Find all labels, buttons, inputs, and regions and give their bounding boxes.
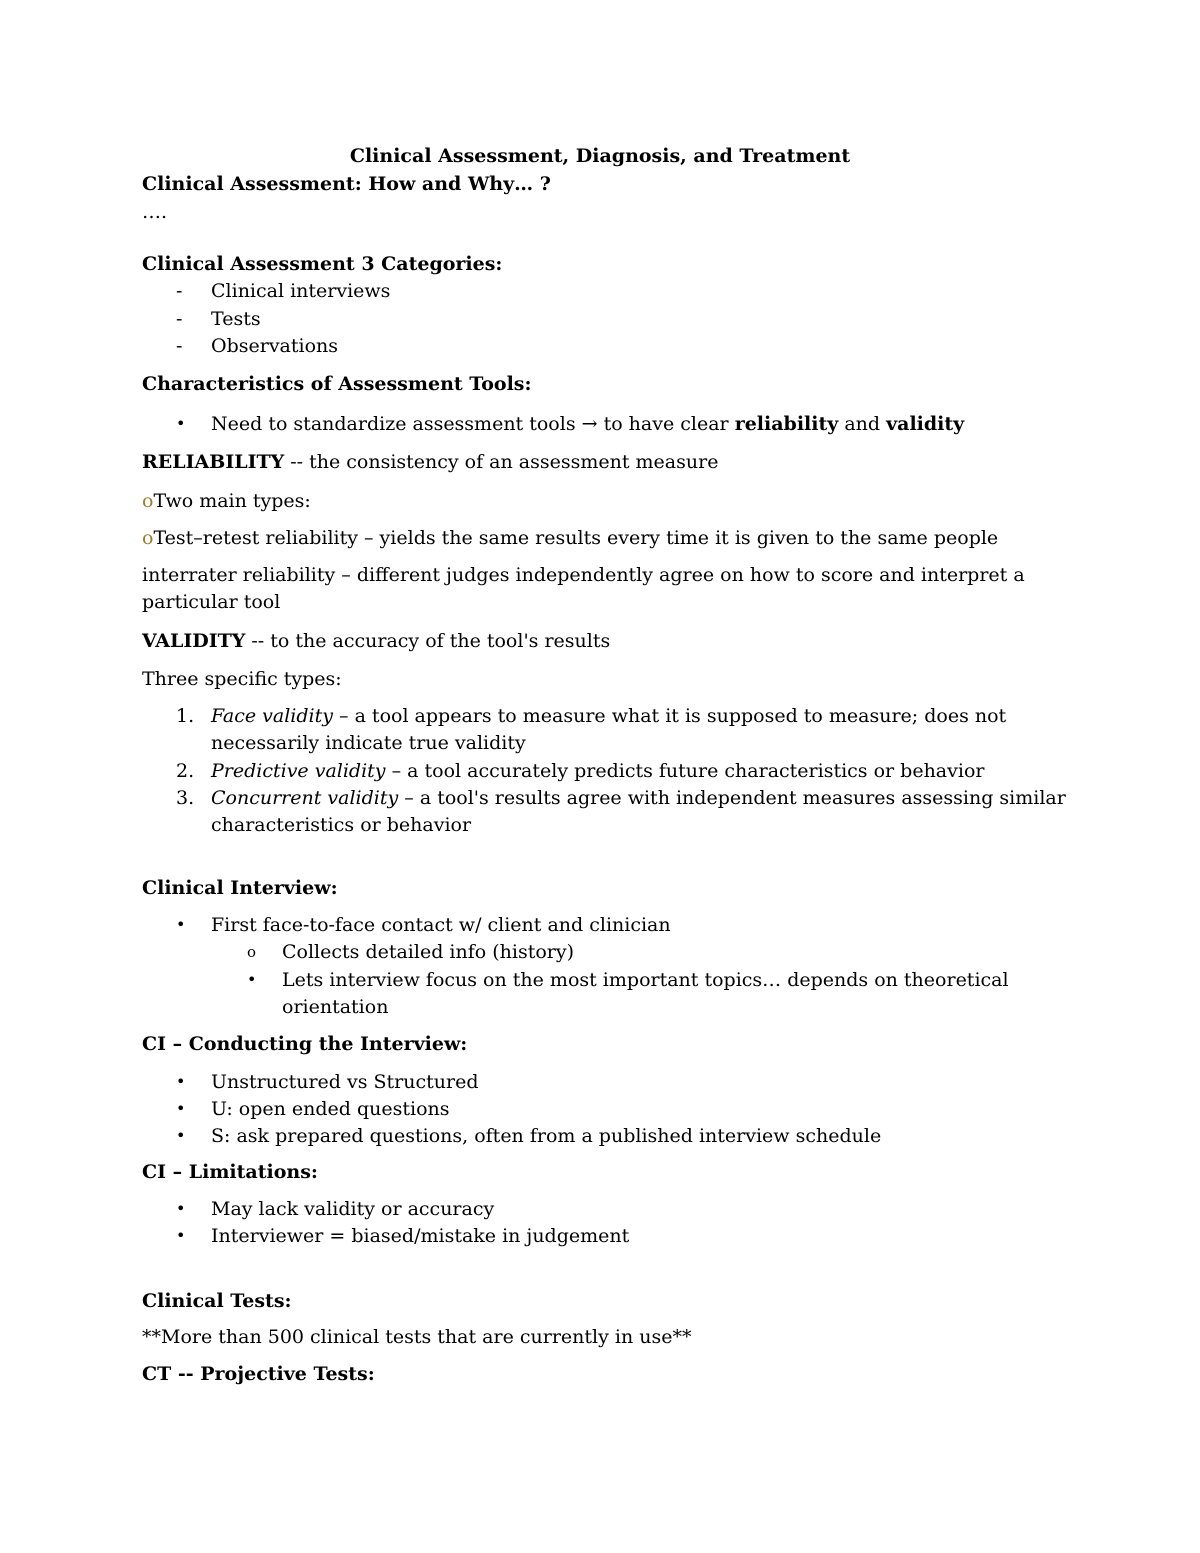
list-item: Interviewer = biased/mistake in judgement [211,1225,630,1247]
circle-bullet-icon: o [142,490,154,512]
list-item-continuation: orientation [282,996,389,1018]
validity-term: VALIDITY [142,630,246,652]
validity-type-desc: – a tool accurately predicts future characteristics or behavior [385,760,985,782]
validity-type-term: Concurrent validity [211,787,399,809]
dash-marker: - [176,280,183,302]
tests-note: **More than 500 clinical tests that are currently in use** [142,1326,692,1348]
list-number: 1. [176,705,195,727]
list-item: Observations [211,335,339,357]
standardize-text: Need to standardize assessment tools → to have clear [211,413,735,435]
interrater-line-2: particular tool [142,591,281,613]
categories-heading: Clinical Assessment 3 Categories: [142,253,503,275]
standardize-line [211,412,964,436]
list-item: Tests [211,308,261,330]
section-heading-how-why: Clinical Assessment: How and Why… ? [142,173,551,195]
two-types-line [142,489,311,513]
list-item: May lack validity or accuracy [211,1198,495,1220]
bullet-marker: • [176,915,186,934]
dash-marker: - [176,335,183,357]
bullet-marker: • [176,1072,186,1091]
list-item: Clinical interviews [211,280,391,302]
circle-bullet-icon: o [247,943,257,961]
circle-bullet-icon: o [142,527,154,549]
validity-item-concurrent [211,786,1066,810]
validity-type-desc: – a tool's results agree with independent measures assessing similar [398,787,1066,809]
validity-def: -- to the accuracy of the tool's results [245,630,611,652]
bullet-marker: • [176,1126,186,1145]
limitations-heading: CI – Limitations: [142,1161,318,1183]
validity-type-term: Predictive validity [211,760,386,782]
test-retest-line [142,526,998,550]
reliability-term: RELIABILITY [142,451,285,473]
list-number: 2. [176,760,195,782]
dash-marker: - [176,308,183,330]
validity-definition [142,629,610,653]
reliability-def: -- the consistency of an assessment measure [284,451,719,473]
list-item: First face-to-face contact w/ client and clinician [211,914,671,936]
validity-item-face [211,704,1006,728]
validity-type-term: Face validity [211,705,333,727]
list-item: Lets interview focus on the most important topics… depends on theoretical [282,969,1009,991]
test-retest-text: Test–retest reliability – yields the same results every time it is given to the same people [153,527,999,549]
validity-item-predictive [211,759,984,783]
two-types-text: Two main types: [153,490,311,512]
characteristics-heading: Characteristics of Assessment Tools: [142,373,532,395]
projective-heading: CT -- Projective Tests: [142,1363,375,1385]
reliability-definition [142,450,718,474]
list-item: Collects detailed info (history) [282,941,575,963]
and-text: and [838,413,887,435]
list-item: U: open ended questions [211,1098,450,1120]
list-item: Unstructured vs Structured [211,1071,479,1093]
bullet-marker: • [176,1099,186,1118]
bullet-marker: • [176,414,186,433]
tests-heading: Clinical Tests: [142,1290,292,1312]
list-number: 3. [176,787,195,809]
bullet-marker: • [247,970,257,989]
page-title: Clinical Assessment, Diagnosis, and Treatment [349,145,851,167]
interview-heading: Clinical Interview: [142,877,338,899]
validity-emphasis: validity [886,413,965,435]
bullet-marker: • [176,1199,186,1218]
validity-item-continuation: characteristics or behavior [211,814,472,836]
reliability-emphasis: reliability [734,413,839,435]
three-types-text: Three specific types: [142,668,342,690]
validity-item-continuation: necessarily indicate true validity [211,732,526,754]
validity-type-desc: – a tool appears to measure what it is supposed to measure; does not [332,705,1007,727]
interrater-line-1: interrater reliability – different judges independently agree on how to score and interpret a [142,564,1025,586]
list-item: S: ask prepared questions, often from a published interview schedule [211,1125,882,1147]
conducting-heading: CI – Conducting the Interview: [142,1033,468,1055]
ellipsis-text: …. [142,201,168,223]
bullet-marker: • [176,1226,186,1245]
